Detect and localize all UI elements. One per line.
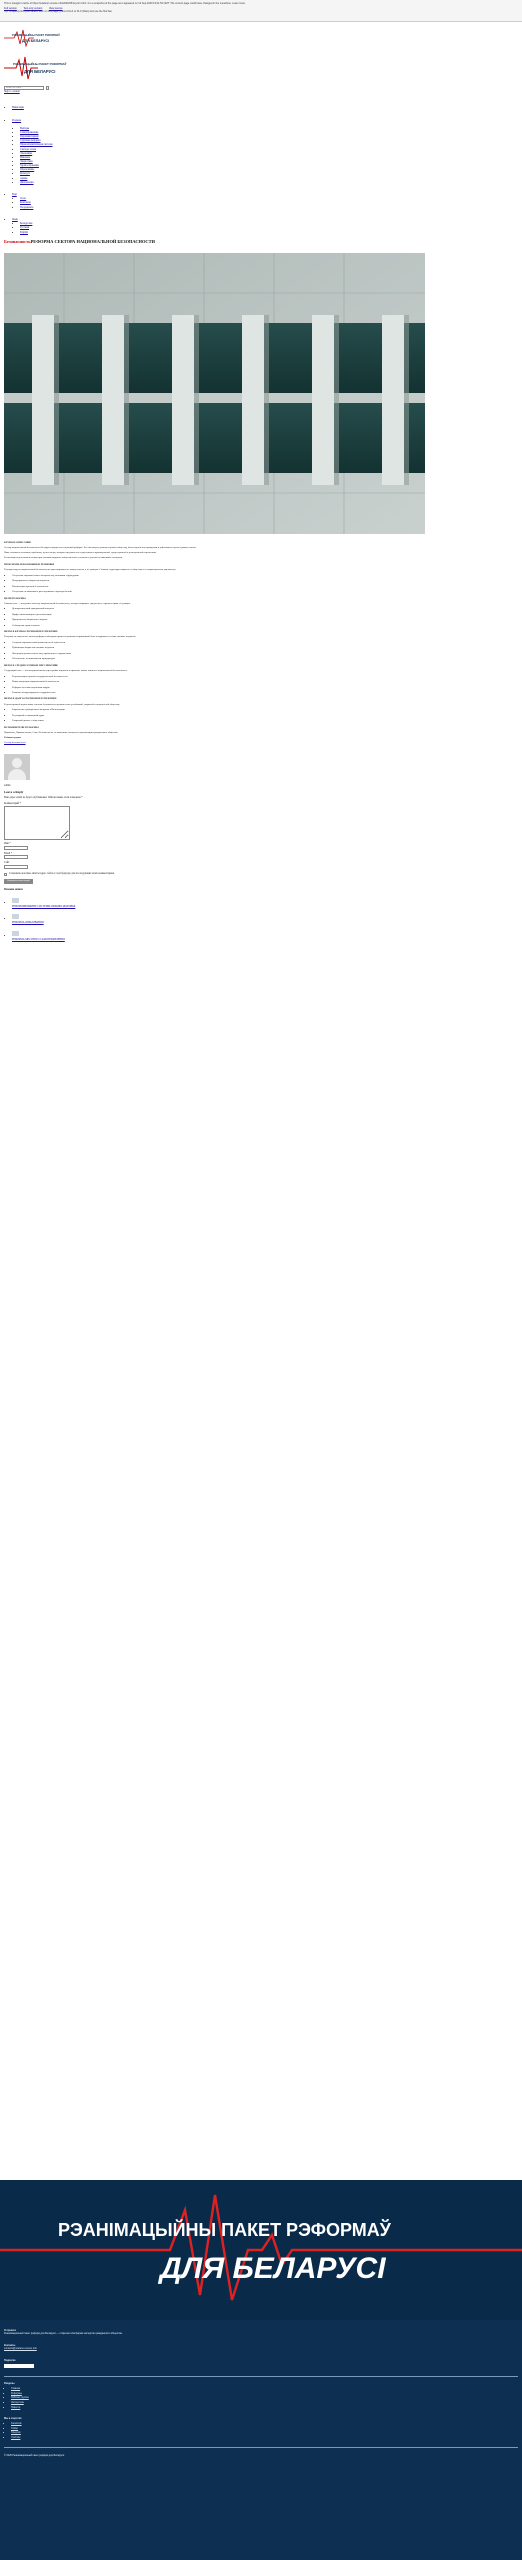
site-field[interactable] bbox=[4, 865, 28, 869]
article-header bbox=[0, 235, 522, 249]
building-facade-image bbox=[4, 253, 425, 534]
site-footer bbox=[0, 2320, 522, 2560]
related-thumbnail[interactable] bbox=[12, 898, 19, 903]
email-field[interactable] bbox=[4, 855, 28, 859]
logo-large-line2: ДЛЯ БЕЛАРУСІ bbox=[24, 69, 56, 74]
lang-item-be[interactable]: Беларуская bbox=[20, 222, 33, 226]
mid-term-list bbox=[4, 675, 518, 695]
problems-list bbox=[4, 574, 518, 594]
section-heading-mid-term: МЕРЫ В СРЕДНЕСРОЧНОЙ ПЕРСПЕКТИВЕ bbox=[4, 663, 59, 667]
meta-link[interactable]: Сектор безопасности bbox=[4, 741, 26, 745]
menu-heading-sections[interactable]: Разделы bbox=[12, 118, 22, 122]
menu-item-education[interactable]: Образование bbox=[20, 168, 35, 172]
list-item: • Реорганизация органов государственной безопасности bbox=[12, 675, 518, 678]
comment-textarea[interactable] bbox=[4, 806, 70, 840]
related-thumbnail[interactable] bbox=[12, 914, 19, 919]
list-item: • Создание парламентской комиссии по безопасности bbox=[12, 641, 518, 644]
footer-menu-heading: Разделы bbox=[4, 2382, 15, 2386]
site-logo-small[interactable] bbox=[0, 22, 522, 48]
list-item: • Политизация органов безопасности bbox=[12, 585, 518, 588]
footer-menu-item[interactable]: Экспертиза bbox=[11, 2401, 24, 2404]
comment-form bbox=[0, 784, 522, 884]
nav-toggle[interactable]: Навигация bbox=[12, 106, 24, 110]
menu-heading-more[interactable]: Ещё bbox=[12, 193, 17, 197]
list-item: • Отсутствие независимого расследования злоупотреблений bbox=[12, 590, 518, 593]
cache-tip: Tip: To quickly find your search term on this page, press Ctrl+F or ⌘-F (Mac) and use the find bar. bbox=[4, 10, 113, 14]
short-term-list bbox=[4, 641, 518, 661]
menu-item-energy[interactable]: Энергетика bbox=[20, 159, 33, 163]
cache-notice-bar bbox=[0, 0, 522, 22]
logo-line1: РЭАНІМАЦЫЙНЫ ПАКЕТ РЭФОРМАЎ bbox=[12, 34, 60, 37]
logo-graphic-large bbox=[4, 54, 67, 82]
list-item: • Непрозрачность бюджетов ведомств bbox=[12, 579, 518, 582]
footer-banner bbox=[0, 2180, 522, 2320]
author-name: admin bbox=[4, 784, 11, 788]
goals-list bbox=[4, 607, 518, 627]
name-label: Имя * bbox=[4, 841, 11, 845]
summary-paragraph-3: Реализация мер возможна только при условии широкого общественного согласия и участия независимых экспертов. bbox=[4, 556, 123, 560]
menu-item-support[interactable]: Поддержать bbox=[20, 205, 34, 209]
list-item: • Прозрачность бюджетов и закупок bbox=[12, 618, 518, 621]
search-button[interactable] bbox=[46, 86, 49, 90]
menu-item-health[interactable]: Здравоохранение bbox=[20, 164, 39, 168]
footer-email-link[interactable]: contacts@sdelano-vmeste.info bbox=[4, 2347, 37, 2351]
long-term-paragraph: В долгосрочной перспективе система безопасности должна стать устойчивой, открытой и подотчётной обществу. bbox=[4, 702, 120, 706]
list-item: • Регулярный независимый аудит bbox=[12, 714, 518, 717]
menu-item-culture[interactable]: Культура bbox=[20, 172, 30, 176]
menu-item-vybory[interactable]: Выборы bbox=[20, 126, 30, 130]
list-item: • Закрепление гражданского контроля в Конституции bbox=[12, 708, 518, 711]
social-link-twitter[interactable]: Twitter bbox=[11, 2426, 19, 2430]
menu-item-law-enforcement[interactable]: Правоохранительная система bbox=[20, 143, 53, 147]
subscribe-email-input[interactable] bbox=[4, 2364, 34, 2367]
menu-item-finance[interactable]: Финансы bbox=[20, 155, 31, 159]
text-only-link[interactable]: Text-only version bbox=[23, 6, 43, 10]
lang-item-en[interactable]: English bbox=[20, 230, 28, 234]
list-item: • Демократический гражданский контроль bbox=[12, 607, 518, 610]
list-item: • Публикация бюджетов силовых ведомств bbox=[12, 646, 518, 649]
logo-line2: ДЛЯ БЕЛАРУСІ bbox=[22, 39, 49, 43]
reply-note: Ваш адрес email не будет опубликован. Обязательные поля помечены * bbox=[4, 796, 83, 800]
social-link-facebook[interactable]: Facebook bbox=[11, 2421, 22, 2425]
short-term-paragraph: В первые месяцы после начала реформ необходимо провести ревизию нормативной базы и кадрового состава силовых ведомств. bbox=[4, 635, 136, 639]
skip-link[interactable]: Skip to content bbox=[4, 90, 20, 93]
related-posts bbox=[0, 884, 522, 948]
name-field[interactable] bbox=[4, 846, 28, 850]
summary-paragraph-1: Сектор национальной безопасности Беларуси нуждается в глубокой реформе. Его институты должны служить обществу, быть подотчётны гражданам и действовать строго в рамках закона. bbox=[4, 546, 197, 550]
sections-menu bbox=[0, 119, 522, 185]
section-heading-short-term: МЕРЫ В КРАТКОСРОЧНОЙ ПЕРСПЕКТИВЕ bbox=[4, 630, 58, 634]
footer-about-heading: О проекте bbox=[4, 2329, 16, 2332]
menu-item-army[interactable]: Армия bbox=[20, 176, 28, 180]
menu-item-diplomacy[interactable]: Дипломатия bbox=[20, 180, 34, 184]
banner-line1: РЭАНІМАЦЫЙНЫ ПАКЕТ РЭФОРМАЎ bbox=[58, 2220, 391, 2240]
social-link-youtube[interactable]: YouTube bbox=[11, 2435, 21, 2439]
section-heading-goals: ЦЕЛИ РЕФОРМЫ bbox=[4, 596, 26, 600]
banner-line2: ДЛЯ БЕЛАРУСІ bbox=[160, 2252, 386, 2285]
article-title: РЕФОРМА СЕКТОРА НАЦИОНАЛЬНОЙ БЕЗОПАСНОСТИ bbox=[30, 238, 155, 244]
view-source-link[interactable]: View source bbox=[48, 6, 63, 10]
footer-menu-item[interactable]: Реформы bbox=[11, 2391, 22, 2395]
search-form bbox=[0, 82, 522, 98]
footer-subscribe-heading: Подписка bbox=[4, 2358, 16, 2362]
site-logo-large[interactable] bbox=[0, 48, 522, 82]
section-heading-problems: ПРОБЛЕМЫ И ВОЗМОЖНЫЕ РЕШЕНИЯ bbox=[4, 562, 55, 566]
save-info-checkbox[interactable] bbox=[4, 873, 7, 876]
related-heading: Похожие записи bbox=[4, 888, 23, 892]
menu-item-parliament[interactable]: Парламентаризм bbox=[20, 135, 39, 139]
footer-menu-item[interactable]: Рабочие группы bbox=[11, 2396, 29, 2400]
lang-item-ru[interactable]: Русский bbox=[20, 226, 30, 230]
menu-item-contacts[interactable]: Контакты bbox=[20, 201, 31, 205]
email-label: Email * bbox=[4, 851, 13, 855]
menu-item-free-speech[interactable]: Свобода слова bbox=[20, 147, 36, 151]
related-link-1[interactable]: РЕФОРМИРОВАНИЕ СИСТЕМЫ ОХРАНЫ ЗДОРОВЬЯ bbox=[12, 904, 76, 908]
list-item: • Отсутствие парламентского контроля над силовыми структурами bbox=[12, 574, 518, 577]
banner-graphic bbox=[0, 2180, 522, 2320]
section-heading-summary: КРАТКОЕ ОПИСАНИЕ bbox=[4, 541, 32, 545]
logo-large-line1: РЭАНІМАЦЫЙНЫ ПАКЕТ РЭФОРМАЎ bbox=[13, 62, 67, 66]
list-item: • Реформа системы подготовки кадров bbox=[12, 686, 518, 689]
site-label: Сайт bbox=[4, 861, 10, 865]
related-thumbnail[interactable] bbox=[12, 931, 19, 936]
section-heading-executors: ИСПОЛНИТЕЛИ РЕФОРМЫ bbox=[4, 725, 39, 729]
save-info-label: Сохранить моё имя, email и адрес сайта в этом браузере для последующих моих комментариев. bbox=[9, 872, 115, 876]
article-content bbox=[0, 534, 522, 750]
list-item: • Новая концепция национальной безопасности bbox=[12, 680, 518, 683]
more-menu bbox=[0, 193, 522, 209]
section-heading-long-term: МЕРЫ В ДОЛГОСРОЧНОЙ ПЕРСПЕКТИВЕ bbox=[4, 697, 57, 701]
executors-paragraph: Парламент, Правительство, Совет Безопасности, независимые эксперты и организации гражданского общества. bbox=[4, 730, 119, 734]
list-item: • Профессионализация и деполитизация bbox=[12, 613, 518, 616]
related-link-2[interactable]: РЕФОРМА ОБРАЗОВАНИЯ bbox=[12, 921, 44, 925]
menu-item-selfgov[interactable]: Самоуправление bbox=[20, 130, 39, 134]
footer-copyright: © 2020 Реанимационный пакет реформ для Беларуси bbox=[4, 2453, 65, 2457]
goals-paragraph: Главная цель — построить систему национальной безопасности, которая защищает суверенитет страны и права её граждан. bbox=[4, 601, 131, 605]
comment-label: Комментарий * bbox=[4, 802, 22, 806]
problems-paragraph: Текущая модель национальной безопасности ориентирована на защиту власти, а не граждан. Силовые структуры закрыты от общества и не подконтрольны парламенту. bbox=[4, 568, 176, 572]
reply-heading: Leave a Reply bbox=[4, 789, 24, 794]
footer-contact-heading: Контакты bbox=[4, 2343, 16, 2347]
language-menu bbox=[0, 218, 522, 234]
list-item: • Открытый диалог с обществом bbox=[12, 719, 518, 722]
footer-menu-item[interactable]: Новости bbox=[11, 2405, 21, 2409]
related-link-3[interactable]: РЕФОРМА МЕСТНОГО САМОУПРАВЛЕНИЯ bbox=[12, 937, 65, 941]
list-item: • Соблюдение прав человека bbox=[12, 624, 518, 627]
menu-heading-language[interactable]: Язык bbox=[12, 218, 18, 222]
list-item: • Обеспечение независимости прокуратуры bbox=[12, 657, 518, 660]
summary-paragraph-2: Ниже изложены основные проблемы, цели и меры, которые предлагается осуществить в краткосрочной, среднесрочной и долгосрочной перспективе. bbox=[4, 551, 157, 555]
full-version-link[interactable]: Full version bbox=[4, 6, 17, 10]
menu-item-judicial[interactable]: Судебная реформа bbox=[20, 139, 41, 143]
footer-social-heading: Мы в соцсетях bbox=[4, 2417, 22, 2421]
long-term-list bbox=[4, 708, 518, 722]
menu-item-economy[interactable]: Экономика bbox=[20, 151, 33, 155]
social-link-telegram[interactable]: Telegram bbox=[11, 2431, 21, 2435]
list-item: • Люстрация должностных лиц, причастных к нарушениям bbox=[12, 652, 518, 655]
mid-term-paragraph: Следующий этап — институциональная перестройка ведомств и принятие новых законов о национальной безопасности. bbox=[4, 669, 128, 673]
meta-label: Рабочая группа bbox=[4, 735, 21, 739]
author-avatar bbox=[4, 754, 30, 780]
menu-item-about[interactable]: О нас bbox=[20, 197, 27, 201]
hero-image bbox=[4, 253, 425, 534]
logo-graphic bbox=[4, 28, 60, 48]
footer-about-text: Реанимационный пакет реформ для Беларуси — открытая платформа экспертов гражданского общества. bbox=[4, 2332, 123, 2336]
cache-notice-text: This is Google's cache of https://sdelano-vmeste.info/2020/05/rep-hm.html. It is a snapshot of the page as it appeared on 10 Sep 2020 15:21:53 GMT. The current page could have changed in the meantime. Learn more. bbox=[4, 2, 246, 5]
list-item: • Развитие международного сотрудничества bbox=[12, 691, 518, 694]
category-tag[interactable]: Безопасность bbox=[4, 238, 31, 244]
submit-comment-button[interactable]: Отправить комментарий bbox=[4, 879, 33, 884]
footer-menu-item[interactable]: Главная bbox=[11, 2386, 21, 2390]
